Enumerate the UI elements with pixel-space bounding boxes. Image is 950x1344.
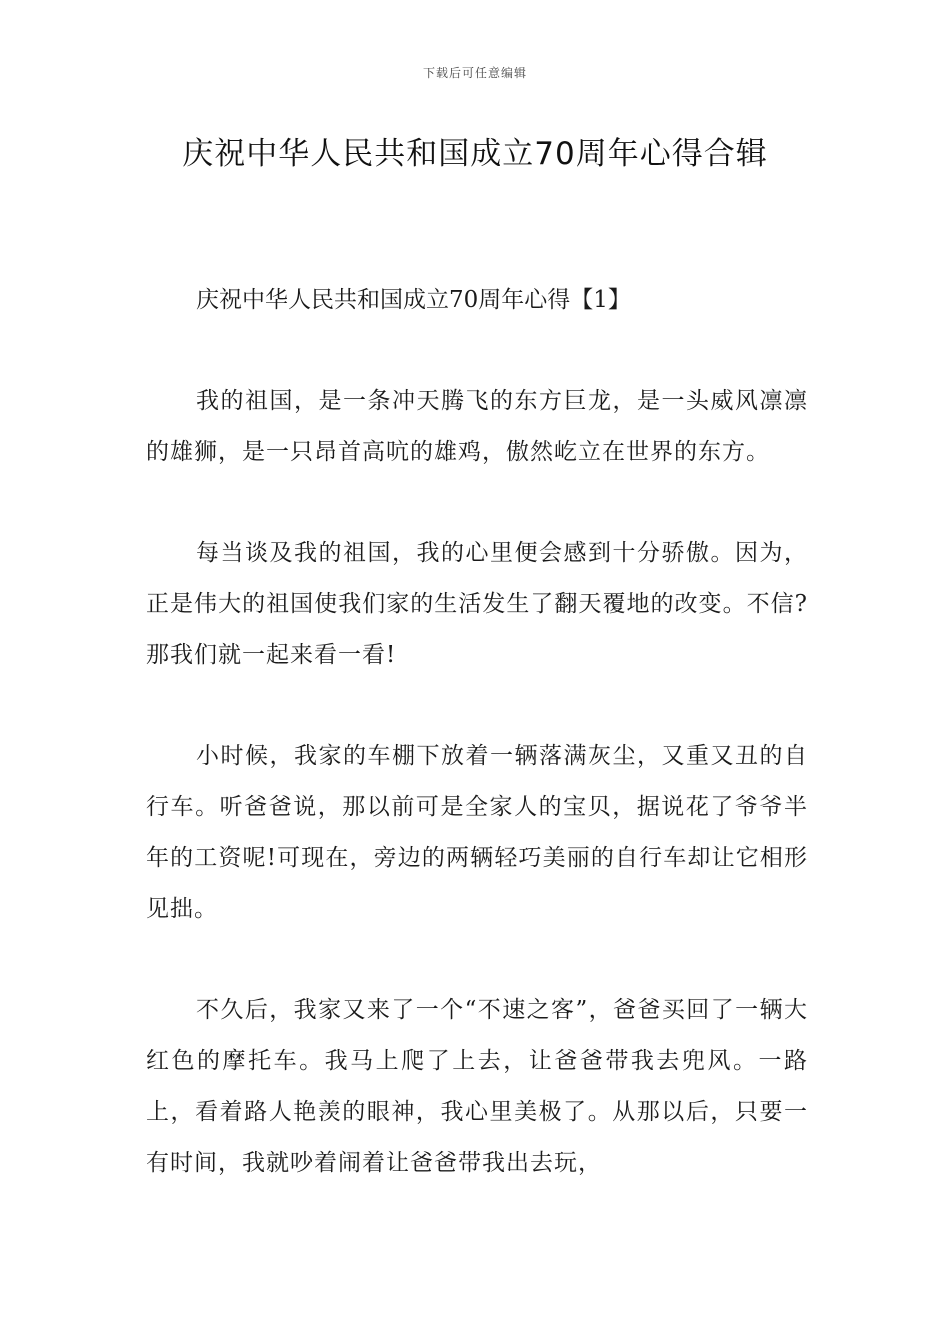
paragraph-4: 不久后，我家又来了一个“不速之客”，爸爸买回了一辆大红色的摩托车。我马上爬了上去，让爸爸带我去兜风。一路上，看着路人艳羡的眼神，我心里美极了。从那以后，只要一有时间，我就吵着闹着让爸爸带我出去玩， [146,997,808,1176]
paragraph-2: 每当谈及我的祖国，我的心里便会感到十分骄傲。因为，正是伟大的祖国使我们家的生活发生了翻天覆地的改变。不信?那我们就一起来看一看! [146,540,808,668]
section-heading: 庆祝中华人民共和国成立70周年心得【1】 [196,287,631,313]
paragraph-1: 我的祖国，是一条冲天腾飞的东方巨龙，是一头威风凛凛的雄狮，是一只昂首高吭的雄鸡，傲然屹立在世界的东方。 [146,388,808,465]
document-body [146,280,808,1239]
document-title: 庆祝中华人民共和国成立70周年心得合辑 [182,136,768,172]
header-note: 下载后可任意编辑 [422,66,527,80]
paragraph-3: 小时候，我家的车棚下放着一辆落满灰尘，又重又丑的自行车。听爸爸说，那以前可是全家人的宝贝，据说花了爷爷半年的工资呢!可现在，旁边的两辆轻巧美丽的自行车却让它相形见拙。 [146,743,808,922]
